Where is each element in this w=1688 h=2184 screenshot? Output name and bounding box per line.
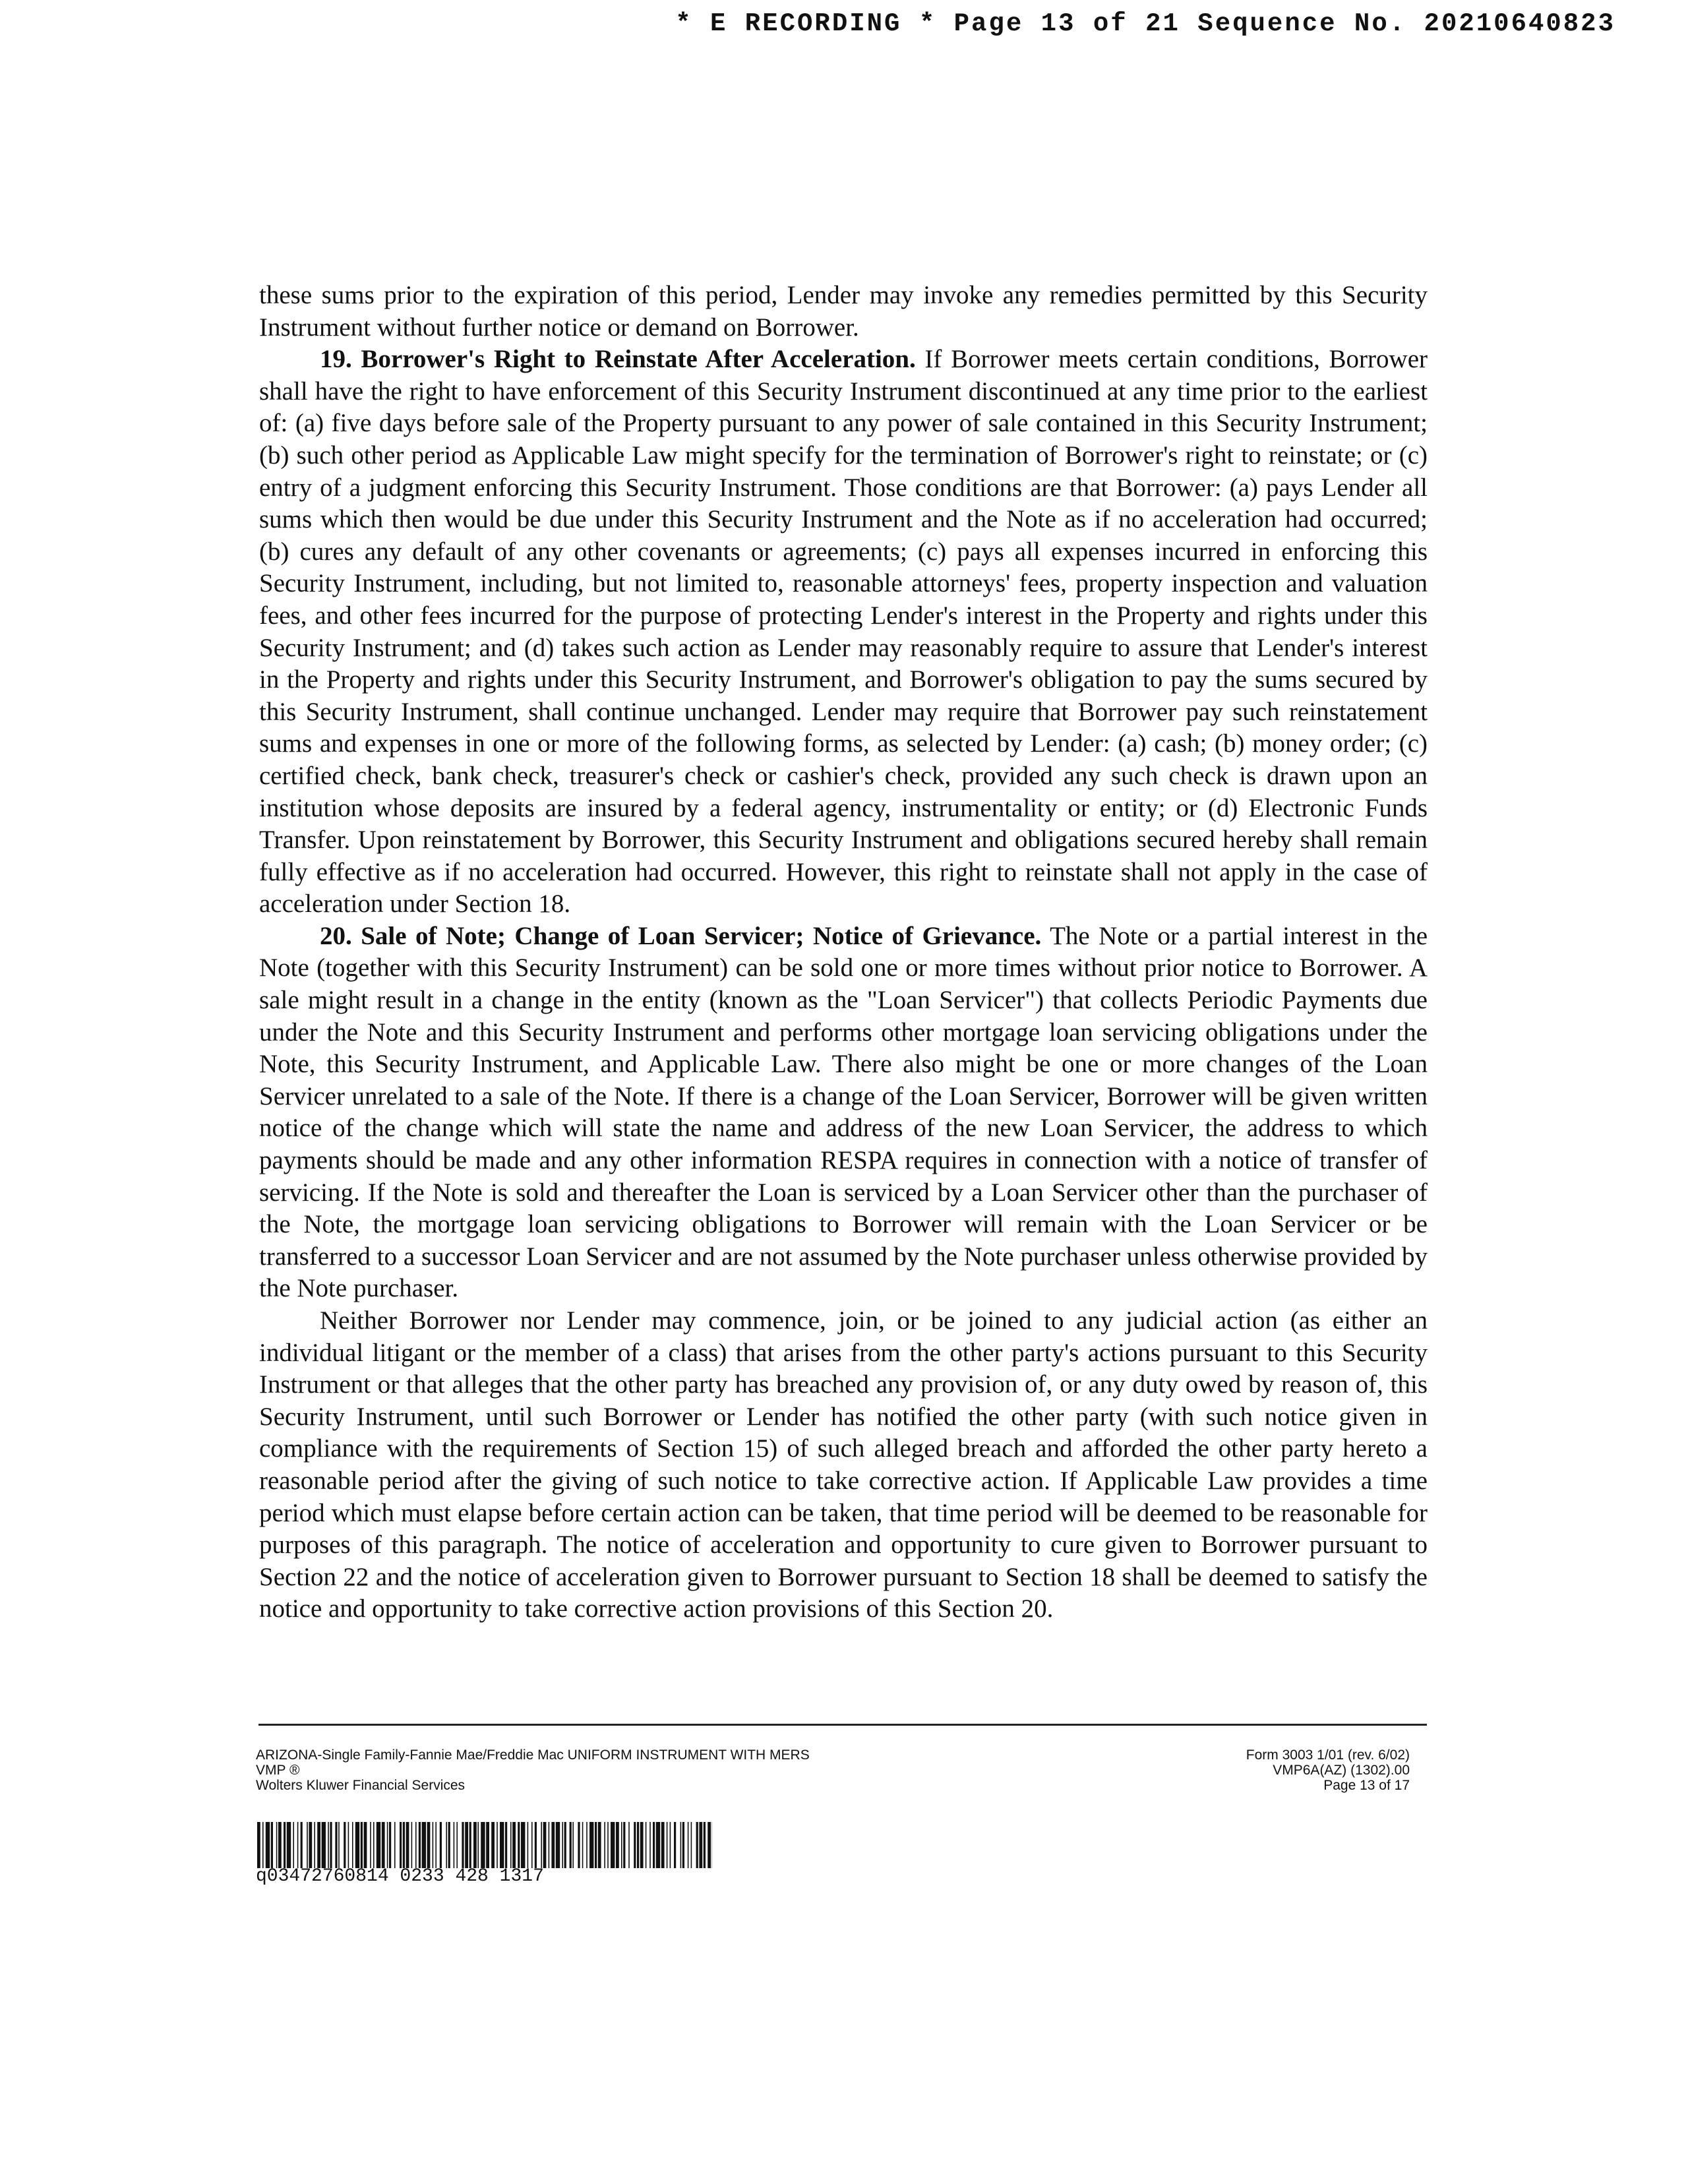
footer-form-info (256, 1747, 810, 1793)
section-19-paragraph (259, 344, 1428, 921)
footer-form-number (1246, 1747, 1410, 1793)
barcode-number: q03472760814 0233 428 1317 (256, 1866, 544, 1887)
section-19-text: If Borrower meets certain conditions, Borrower shall have the right to have enforcement of this Security Instrument discontinued at any time prior to the earliest of: (a) five days before sale of the Property pursuant to any power of sale contained in this Security Instrument; (b) such other period as Applicable Law might specify for the termination of Borrower's right to reinstate; or (c) entry of a judgment enforcing this Security Instrument. Those conditions are that Borrower: (a) pays Lender all sums which then would be due under this Security Instrument and the Note as if no acceleration had occurred; (b) cures any default of any other covenants or agreements; (c) pays all expenses incurred in enforcing this Security Instrument, including, but not limited to, reasonable attorneys' fees, property inspection and valuation fees, and other fees incurred for the purpose of protecting Lender's interest in the Property and rights under this Security Instrument; and (d) takes such action as Lender may reasonably require to assure that Lender's interest in the Property and rights under this Security Instrument, and Borrower's obligation to pay the sums secured by this Security Instrument, shall continue unchanged. Lender may require that Borrower pay such reinstatement sums and expenses in one or more of the following forms, as selected by Lender: (a) cash; (b) money order; (c) certified check, bank check, treasurer's check or cashier's check, provided any such check is drawn upon an institution whose deposits are insured by a federal agency, instrumentality or entity; or (d) Electronic Funds Transfer. Upon reinstatement by Borrower, this Security Instrument and obligations secured hereby shall remain fully effective as if no acceleration had occurred. However, this right to reinstate shall not apply in the case of acceleration under Section 18. (259, 345, 1428, 919)
footer-vmp-mark: VMP ® (256, 1763, 300, 1778)
grievance-paragraph: Neither Borrower nor Lender may commence, join, or be joined to any judicial action (as either an individual litigant or the member of a class) that arises from the other party's actions pursuant to this Security Instrument or that alleges that the other party has breached any provision of, or any duty owed by reason of, this Security Instrument, until such Borrower or Lender has notified the other party (with such notice given in compliance with the requirements of Section 15) of such alleged breach and afforded the other party hereto a reasonable period after the giving of such notice to take corrective action. If Applicable Law provides a time period which must elapse before certain action can be taken, that time period will be deemed to be reasonable for purposes of this paragraph. The notice of acceleration and opportunity to cure given to Borrower pursuant to Section 22 and the notice of acceleration given to Borrower pursuant to Section 18 shall be deemed to satisfy the notice and opportunity to take corrective action provisions of this Section 20. (259, 1306, 1428, 1623)
footer-divider (258, 1724, 1427, 1726)
footer-form-code: Form 3003 1/01 (rev. 6/02) (1246, 1747, 1410, 1763)
footer-vmp-code: VMP6A(AZ) (1302).00 (1273, 1763, 1410, 1778)
continuation-paragraph: these sums prior to the expiration of this period, Lender may invoke any remedies permitted by this Security Instrument without further notice or demand on Borrower. (259, 281, 1428, 342)
footer-page-number: Page 13 of 17 (1323, 1778, 1410, 1793)
footer-form-title: ARIZONA-Single Family-Fannie Mae/Freddie Mac UNIFORM INSTRUMENT WITH MERS (256, 1747, 810, 1763)
section-20-title: 20. Sale of Note; Change of Loan Servicer; Notice of Grievance. (320, 921, 1042, 950)
recording-header: * E RECORDING * Page 13 of 21 Sequence No. 20210640823 (675, 9, 1615, 38)
section-20-text: The Note or a partial interest in the Note (together with this Security Instrument) can be sold one or more times without prior notice to Borrower. A sale might result in a change in the entity (known as the "Loan Servicer") that collects Periodic Payments due under the Note and this Security Instrument and performs other mortgage loan servicing obligations under the Note, this Security Instrument, and Applicable Law. There also might be one or more changes of the Loan Servicer unrelated to a sale of the Note. If there is a change of the Loan Servicer, Borrower will be given written notice of the change which will state the name and address of the new Loan Servicer, the address to which payments should be made and any other information RESPA requires in connection with a notice of transfer of servicing. If the Note is sold and thereafter the Loan is serviced by a Loan Servicer other than the purchaser of the Note, the mortgage loan servicing obligations to Borrower will remain with the Loan Servicer or be transferred to a successor Loan Servicer and are not assumed by the Note purchaser unless otherwise provided by the Note purchaser. (259, 921, 1428, 1303)
section-20-paragraph (259, 921, 1428, 1305)
section-19-title: 19. Borrower's Right to Reinstate After Acceleration. (320, 345, 916, 374)
footer-publisher: Wolters Kluwer Financial Services (256, 1778, 466, 1793)
document-body (259, 280, 1428, 1625)
barcode-image (257, 1822, 712, 1868)
